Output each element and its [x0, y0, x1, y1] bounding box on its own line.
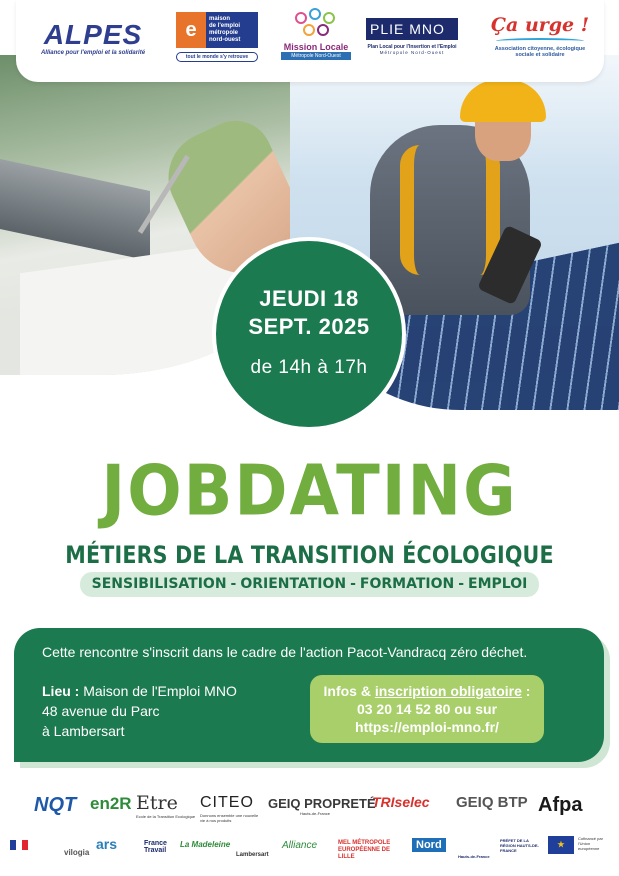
event-month-year: SEPT. 2025	[248, 314, 370, 339]
registration-link[interactable]: inscription obligatoire	[374, 683, 522, 699]
partner-logos-row-1: NQT en2R Etre Ecole de la Transition Ecologique CITEO Donnons ensemble une nouvelle vie à nos produits GEIQ PROPRETÉ Hauts-de-France TRIselec GEIQ BTP Afpa	[34, 792, 583, 823]
venue-name: Maison de l'Emploi MNO	[83, 683, 237, 699]
geiq-proprete-logo: GEIQ PROPRETÉ	[268, 796, 376, 811]
eu-flag-icon: ★	[548, 836, 574, 854]
registration-url[interactable]: https://emploi-mno.fr/	[355, 719, 499, 735]
venue-label: Lieu :	[42, 683, 80, 699]
alliance-logo: Alliance	[282, 840, 318, 851]
afpa-logo: Afpa	[538, 794, 583, 816]
vilogia-logo: vilogia	[64, 848, 90, 857]
triselec-logo: TRIselec	[372, 794, 430, 810]
nqt-logo: NQT	[34, 794, 77, 816]
venue-city: à Lambersart	[42, 723, 125, 739]
ars-logo: ars	[96, 836, 118, 852]
mel-logo: MEL MÉTROPOLE EUROPÉENNE DE LILLE	[338, 840, 391, 860]
page-title: JOBDATING	[101, 452, 518, 532]
page-subtitle: MÉTIERS DE LA TRANSITION ÉCOLOGIQUE	[65, 541, 554, 569]
date-badge	[212, 237, 406, 431]
eu-cofinance-logo: Cofinancé par l'Union européenne	[578, 836, 603, 851]
lambersart-logo: Lambersart	[236, 852, 269, 858]
themes-banner: SENSIBILISATION - ORIENTATION - FORMATION - EMPLOI	[80, 572, 539, 597]
france-travail-logo: France Travail	[144, 840, 167, 854]
tag-item: FORMATION	[359, 576, 455, 592]
people-circles-icon	[281, 8, 351, 40]
intro-text: Cette rencontre s'inscrit dans le cadre de l'action Pacot-Vandracq zéro déchet.	[42, 644, 528, 660]
nord-logo: Nord	[412, 838, 446, 852]
header-logo-bar	[16, 0, 604, 82]
ca-urge-logo: Ça urge ! Association citoyenne, écologique sociale et solidaire	[490, 14, 590, 58]
venue-street: 48 avenue du Parc	[42, 703, 160, 719]
mission-locale-logo: Mission Locale Métropole Nord-Ouest	[281, 8, 351, 60]
event-time: de 14h à 17h	[250, 357, 368, 378]
etre-logo: Etre	[136, 792, 178, 814]
plie-mno-logo: PLIE MNO Plan Local pour l'Insertion et l'Emploi Métropole Nord-Ouest	[366, 18, 458, 55]
prefet-logo: PRÉFET DE LA RÉGION HAUTS-DE-FRANCE	[500, 838, 539, 853]
partner-logos-row-2	[0, 832, 619, 868]
geiq-btp-logo: GEIQ BTP	[456, 794, 528, 811]
citeo-logo: CITEO	[200, 794, 254, 811]
tag-item: SENSIBILISATION	[91, 576, 227, 592]
maison-emploi-logo: e maison de l'emploi métropole nord-ouest tout le monde s'y retrouve	[176, 12, 258, 62]
event-day: JEUDI 18	[259, 286, 359, 311]
la-madeleine-logo: La Madeleine	[180, 840, 231, 849]
tag-item: ORIENTATION	[240, 576, 347, 592]
venue-address	[42, 681, 237, 741]
hauts-de-france-logo: Hauts-de-France	[458, 854, 490, 859]
republique-francaise-flag-icon	[10, 840, 28, 850]
en2r-logo: en2R	[90, 794, 132, 813]
registration-box: Infos & inscription obligatoire : 03 20 14 52 80 ou sur https://emploi-mno.fr/	[310, 675, 544, 743]
tag-item: EMPLOI	[468, 576, 528, 592]
house-e-icon: e	[176, 12, 206, 48]
info-box	[14, 628, 604, 762]
registration-phone: 03 20 14 52 80 ou sur	[356, 701, 498, 717]
alpes-logo: ALPES Alliance pour l'emploi et la solidarité	[40, 19, 146, 56]
